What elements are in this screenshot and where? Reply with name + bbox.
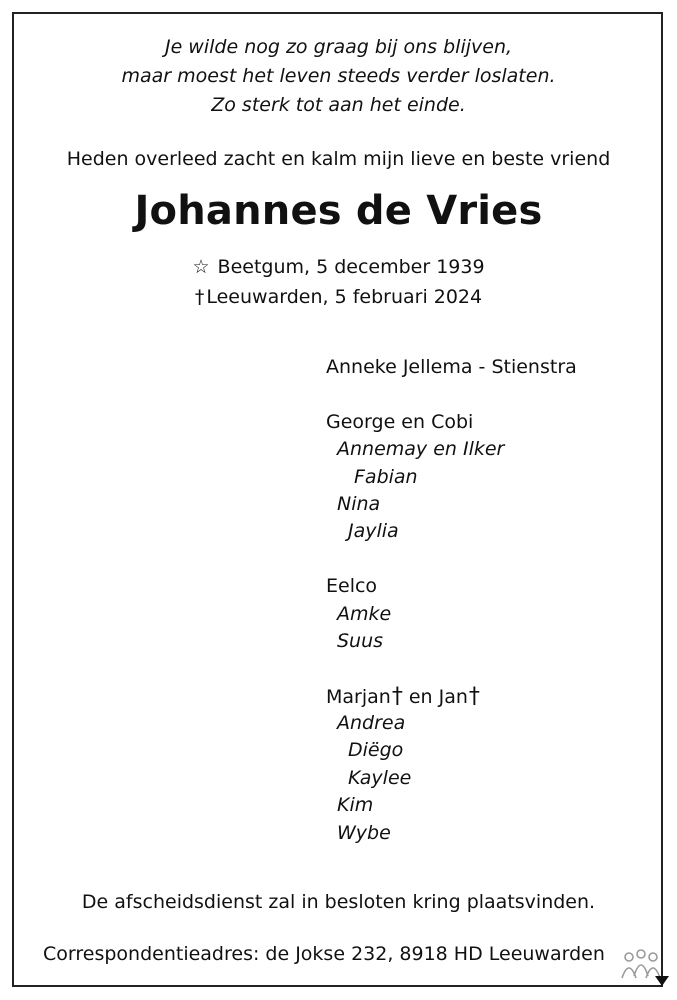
poem-line-2: maar moest het leven steeds verder loslaten. [121, 65, 556, 87]
family-group-2-child-1: Amke [337, 602, 392, 625]
family-group-3-grandchild-2: Kaylee [348, 766, 412, 789]
star-icon: ☆ [192, 256, 210, 278]
cross-icon: † [194, 286, 205, 308]
family-group-2-parent: Eelco [326, 575, 378, 598]
down-arrow-icon[interactable] [655, 976, 669, 986]
family-group-3-parent-a: Marjan [326, 685, 391, 708]
family-group-3-connector: en Jan [408, 685, 468, 708]
family-group-3-parents [326, 683, 646, 710]
family-list [326, 354, 646, 847]
family-partner: Anneke Jellema - Stienstra [326, 356, 577, 378]
cross-icon: † [468, 683, 480, 709]
family-group-3-grandchild-1: Diëgo [348, 739, 404, 762]
farewell-text: De afscheidsdienst zal in besloten kring plaatsvinden. [81, 891, 596, 913]
family-group-1-grandchild-2: Jaylia [348, 520, 399, 543]
family-group-2-child-2: Suus [337, 629, 384, 652]
death-text: Leeuwarden, 5 februari 2024 [206, 286, 483, 308]
poem [0, 33, 677, 120]
intro-text: Heden overleed zacht en kalm mijn lieve en beste vriend [66, 148, 611, 170]
poem-line-3: Zo sterk tot aan het einde. [211, 94, 466, 116]
family-group-1-grandchild-1: Fabian [354, 465, 418, 488]
life-dates [0, 252, 677, 312]
birth-row [0, 252, 677, 282]
family-group-3-child-2: Kim [337, 794, 374, 817]
family-group-1-child-2: Nina [337, 492, 381, 515]
poem-line-1: Je wilde nog zo graag bij ons blijven, [164, 36, 513, 58]
death-row [0, 282, 677, 312]
deceased-name: Johannes de Vries [134, 188, 543, 234]
correspondence-address: Correspondentieadres: de Jokse 232, 8918 HD Leeuwarden [43, 943, 605, 965]
birth-text: Beetgum, 5 december 1939 [217, 256, 485, 278]
family-group-1-child-1: Annemay en Ilker [337, 438, 505, 461]
cross-icon: † [391, 683, 403, 709]
family-group-3-child-3: Wybe [337, 821, 391, 844]
family-group-1-parent: George en Cobi [326, 410, 474, 433]
family-group-3-child-1: Andrea [337, 712, 406, 735]
